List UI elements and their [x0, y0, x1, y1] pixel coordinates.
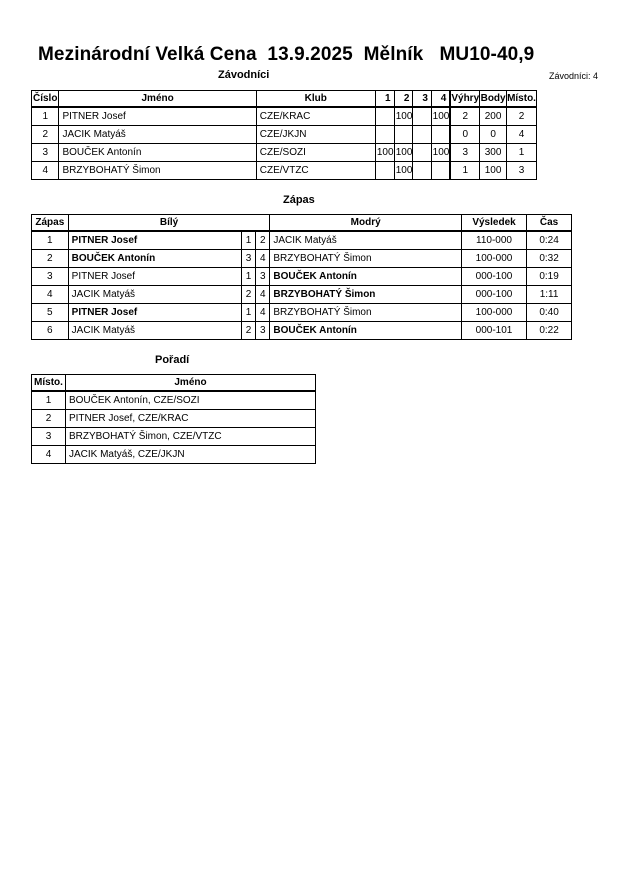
- competitor-number: 4: [32, 162, 59, 180]
- competitor-row: [32, 107, 537, 126]
- ranking-header-row: [32, 375, 316, 392]
- match-row: [32, 268, 572, 286]
- match-number: 1: [32, 231, 69, 250]
- col-points: Body: [480, 91, 507, 108]
- ranking-row: [32, 428, 316, 446]
- competitor-name: PITNER Josef: [59, 107, 256, 126]
- competitor-name: JACIK Matyáš: [59, 126, 256, 144]
- competitor-points: 200: [480, 107, 507, 126]
- col-name: Jméno: [59, 91, 256, 108]
- blue-fighter: BRZYBOHATÝ Šimon: [270, 250, 462, 268]
- match-result: 110-000: [461, 231, 526, 250]
- match-time: 0:40: [527, 304, 572, 322]
- blue-fighter: BRZYBOHATÝ Šimon: [270, 286, 462, 304]
- blue-fighter: BRZYBOHATÝ Šimon: [270, 304, 462, 322]
- competitor-points: 300: [480, 144, 507, 162]
- col-round-1: 1: [375, 91, 394, 108]
- competitor-place: 2: [507, 107, 537, 126]
- ranking-name: JACIK Matyáš, CZE/JKJN: [65, 446, 315, 464]
- match-row: [32, 286, 572, 304]
- ranking-row: [32, 446, 316, 464]
- competitor-number: 2: [32, 126, 59, 144]
- match-time: 0:22: [527, 322, 572, 340]
- white-fighter: JACIK Matyáš: [68, 322, 241, 340]
- blue-fighter-number: 3: [256, 268, 270, 286]
- competitor-wins: 1: [450, 162, 479, 180]
- competitor-club: CZE/SOZI: [256, 144, 375, 162]
- competitor-club: CZE/KRAC: [256, 107, 375, 126]
- white-fighter-number: 1: [241, 268, 255, 286]
- blue-fighter-number: 3: [256, 322, 270, 340]
- blue-fighter: JACIK Matyáš: [270, 231, 462, 250]
- blue-fighter-number: 4: [256, 304, 270, 322]
- round-2-score: 100: [394, 107, 413, 126]
- col-match: Zápas: [32, 215, 69, 232]
- ranking-name: BOUČEK Antonín, CZE/SOZI: [65, 391, 315, 410]
- white-fighter: PITNER Josef: [68, 268, 241, 286]
- white-fighter-number: 2: [241, 322, 255, 340]
- col-white: Bílý: [68, 215, 270, 232]
- round-2-score: 100: [394, 162, 413, 180]
- blue-fighter-number: 2: [256, 231, 270, 250]
- white-fighter: BOUČEK Antonín: [68, 250, 241, 268]
- match-result: 100-000: [461, 250, 526, 268]
- white-fighter-number: 1: [241, 304, 255, 322]
- match-time: 0:19: [527, 268, 572, 286]
- competitor-place: 1: [507, 144, 537, 162]
- competitor-points: 100: [480, 162, 507, 180]
- round-1-score: [375, 162, 394, 180]
- competitor-row: [32, 144, 537, 162]
- ranking-table: [31, 374, 316, 464]
- match-row: [32, 250, 572, 268]
- match-time: 0:32: [527, 250, 572, 268]
- match-result: 100-000: [461, 304, 526, 322]
- match-row: [32, 322, 572, 340]
- white-fighter: JACIK Matyáš: [68, 286, 241, 304]
- competitor-number: 3: [32, 144, 59, 162]
- competitor-name: BOUČEK Antonín: [59, 144, 256, 162]
- competitor-wins: 2: [450, 107, 479, 126]
- competitor-number: 1: [32, 107, 59, 126]
- blue-fighter-number: 4: [256, 286, 270, 304]
- match-row: [32, 304, 572, 322]
- round-4-score: [431, 126, 450, 144]
- match-result: 000-100: [461, 268, 526, 286]
- competitors-table: [31, 90, 537, 180]
- competitors-heading: Závodníci: [218, 69, 270, 81]
- white-fighter: PITNER Josef: [68, 231, 241, 250]
- white-fighter-number: 1: [241, 231, 255, 250]
- col-blue: Modrý: [270, 215, 462, 232]
- round-1-score: 100: [375, 144, 394, 162]
- col-round-4: 4: [431, 91, 450, 108]
- match-number: 3: [32, 268, 69, 286]
- white-fighter-number: 3: [241, 250, 255, 268]
- competitor-row: [32, 126, 537, 144]
- col-result: Výsledek: [461, 215, 526, 232]
- white-fighter: PITNER Josef: [68, 304, 241, 322]
- col-number: Číslo: [32, 91, 59, 108]
- blue-fighter: BOUČEK Antonín: [270, 268, 462, 286]
- col-rank-place: Místo.: [32, 375, 66, 392]
- page-title: Mezinárodní Velká Cena 13.9.2025 Mělník MU10-40,9: [38, 44, 535, 65]
- competitor-name: BRZYBOHATÝ Šimon: [59, 162, 256, 180]
- ranking-place: 2: [32, 410, 66, 428]
- col-rank-name: Jméno: [65, 375, 315, 392]
- competitor-wins: 0: [450, 126, 479, 144]
- match-number: 5: [32, 304, 69, 322]
- match-number: 6: [32, 322, 69, 340]
- round-4-score: 100: [431, 107, 450, 126]
- white-fighter-number: 2: [241, 286, 255, 304]
- blue-fighter: BOUČEK Antonín: [270, 322, 462, 340]
- round-3-score: [413, 144, 432, 162]
- ranking-name: PITNER Josef, CZE/KRAC: [65, 410, 315, 428]
- round-4-score: [431, 162, 450, 180]
- matches-header-row: [32, 215, 572, 232]
- round-3-score: [413, 162, 432, 180]
- competitor-club: CZE/VTZC: [256, 162, 375, 180]
- round-2-score: [394, 126, 413, 144]
- ranking-place: 3: [32, 428, 66, 446]
- ranking-place: 1: [32, 391, 66, 410]
- ranking-heading: Pořadí: [155, 354, 190, 366]
- competitors-header-row: [32, 91, 537, 108]
- matches-heading: Zápas: [283, 194, 315, 206]
- round-3-score: [413, 107, 432, 126]
- ranking-name: BRZYBOHATÝ Šimon, CZE/VTZC: [65, 428, 315, 446]
- round-3-score: [413, 126, 432, 144]
- col-wins: Výhry: [450, 91, 479, 108]
- competitors-count: Závodníci: 4: [548, 71, 598, 81]
- competitor-club: CZE/JKJN: [256, 126, 375, 144]
- round-1-score: [375, 107, 394, 126]
- round-1-score: [375, 126, 394, 144]
- competitor-place: 4: [507, 126, 537, 144]
- competitor-wins: 3: [450, 144, 479, 162]
- col-club: Klub: [256, 91, 375, 108]
- match-row: [32, 231, 572, 250]
- col-place: Místo.: [507, 91, 537, 108]
- match-time: 0:24: [527, 231, 572, 250]
- col-time: Čas: [527, 215, 572, 232]
- matches-table: [31, 214, 572, 340]
- match-number: 2: [32, 250, 69, 268]
- competitor-row: [32, 162, 537, 180]
- blue-fighter-number: 4: [256, 250, 270, 268]
- col-round-2: 2: [394, 91, 413, 108]
- round-2-score: 100: [394, 144, 413, 162]
- competitor-points: 0: [480, 126, 507, 144]
- match-number: 4: [32, 286, 69, 304]
- round-4-score: 100: [431, 144, 450, 162]
- match-result: 000-101: [461, 322, 526, 340]
- ranking-row: [32, 391, 316, 410]
- ranking-place: 4: [32, 446, 66, 464]
- col-round-3: 3: [413, 91, 432, 108]
- match-result: 000-100: [461, 286, 526, 304]
- ranking-row: [32, 410, 316, 428]
- competitor-place: 3: [507, 162, 537, 180]
- match-time: 1:11: [527, 286, 572, 304]
